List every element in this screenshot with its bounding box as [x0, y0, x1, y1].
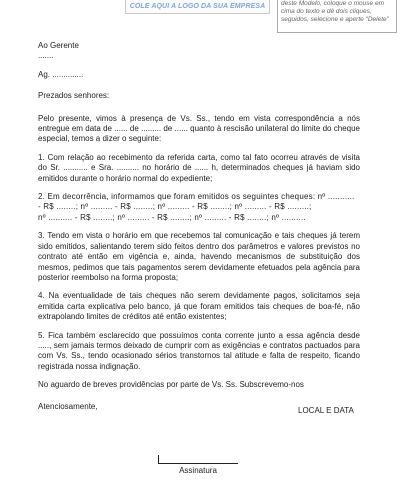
signature-block — [158, 455, 238, 475]
recipient: Ao Gerente — [38, 41, 79, 50]
intro-paragraph: Pelo presente, vimos à presença de Vs. Ss., tendo em vista correspondência a nós entregue em data de ...... de ......... de ...... quanto à rescisão unilateral do limite do cheque especial, temos a dizer o seguinte: — [38, 113, 360, 144]
signature-label: Assinatura — [179, 466, 217, 475]
item-2-checks-line-2: nº .......... - R$ ........; nº ......... - R$ ........; nº ......... - R$ ........; nº .......... — [38, 212, 306, 222]
recipient-blank: ....... — [38, 51, 54, 61]
item-3-paragraph: 3. Tendo em vista o horário em que recebemos tal comunicação e tais cheques já terem sido emitidos, salientando terem sido feitos dentro dos parâmetros e valores previstos no contrato até então em vigência e, ainda, havendo mecanismos de substituição dos mesmos, pedimos que tais pagamentos serem devidamente efetuados pela agência para posterior reembolso na forma proposta; — [38, 231, 360, 282]
letter-body — [38, 41, 360, 412]
local-and-date: LOCAL E DATA — [298, 406, 354, 415]
item-1-paragraph: 1. Com relação ao recebimento da referida carta, como tal fato ocorreu através de visita do Sr. ........... e Sra. .......... no horário de ...... h, determinados cheques já haviam sido emitidos durante o horário normal do expediente; — [38, 152, 360, 183]
salutation: Prezados senhores: — [38, 91, 110, 101]
item-4-paragraph: 4. Na eventualidade de tais cheques não serem devidamente pagos, solicitamos seja emitida carta explicativa pelo banco, já que foram emitidos tais cheques de boa-fé, não extrapolando limites de créditos até então existentes; — [38, 291, 360, 322]
signature-line — [158, 463, 238, 464]
logo-placeholder: COLE AQUI A LOGO DA SUA EMPRESA — [125, 0, 270, 14]
signoff: Atenciosamente, — [38, 401, 98, 411]
item-2-intro: 2. Em decorrência, informamos que foram emitidos os seguintes cheques: nº ........... — [38, 192, 355, 202]
item-2-checks-line-1: - R$ ........; nº ......... - R$ ........; nº ......... - R$ ........; nº ......... - R$ .........; — [38, 202, 312, 212]
closing-line: No aguardo de breves providências por parte de Vs. Ss. Subscrevemo-nos — [38, 380, 304, 390]
instruction-note: deste Modelo, coloque o mouse em cima do texto e dê dois cliques, seguidos, selecione e aperte "Delete" — [277, 0, 397, 33]
agency-line: Ag. .............. — [38, 69, 84, 79]
item-5-paragraph: 5. Fica também esclarecido que possuímos conta corrente junto a essa agência desde ....., sem jamais termos deixado de cumprir com as exigências e contratos pactuados para com Vs. Ss., tendo ocasionado sérios transtornos tal atitude e falta de respeito, ficando registrada nossa indignação. — [38, 330, 360, 371]
